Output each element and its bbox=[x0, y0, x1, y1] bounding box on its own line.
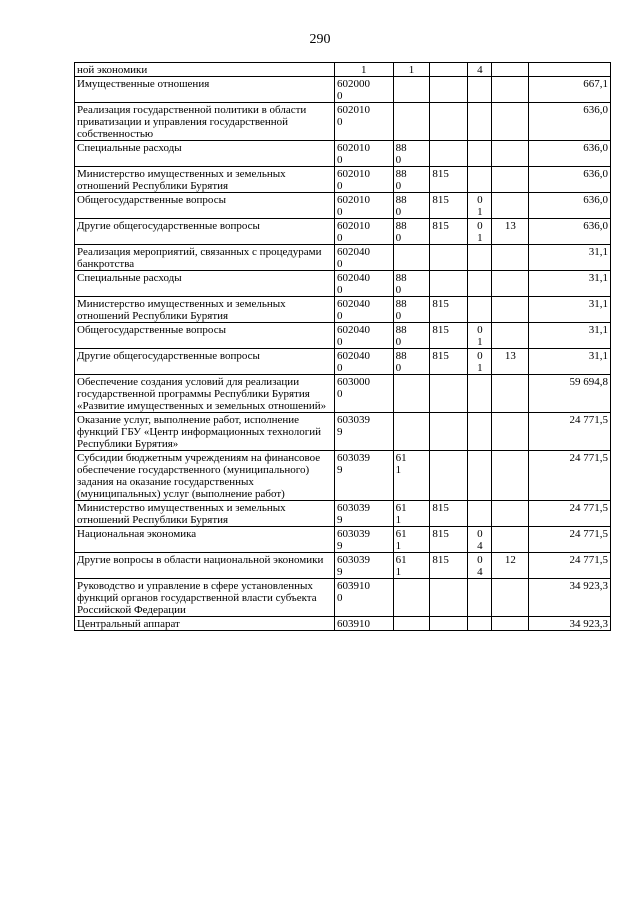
row-amount-cell: 24 771,5 bbox=[529, 413, 611, 451]
table-row bbox=[75, 451, 611, 501]
row-expense-type-cell: 61 1 bbox=[393, 501, 430, 527]
row-admin-code-cell bbox=[430, 103, 468, 141]
row-name-cell: Другие общегосударственные вопросы bbox=[75, 219, 335, 245]
row-expense-type-cell bbox=[393, 375, 430, 413]
row-expense-type-cell: 61 1 bbox=[393, 553, 430, 579]
table-row bbox=[75, 501, 611, 527]
row-admin-code-cell bbox=[430, 141, 468, 167]
table-row bbox=[75, 617, 611, 631]
row-expense-type-cell: 88 0 bbox=[393, 323, 430, 349]
row-section-cell: 0 4 bbox=[468, 527, 492, 553]
row-admin-code-cell: 815 bbox=[430, 219, 468, 245]
row-section-cell bbox=[468, 617, 492, 631]
row-amount-cell: 24 771,5 bbox=[529, 501, 611, 527]
row-subsection-cell bbox=[492, 167, 529, 193]
row-name-cell: Министерство имущественных и земельных отношений Республики Бурятия bbox=[75, 297, 335, 323]
row-code-cell: 603039 9 bbox=[334, 553, 393, 579]
row-amount-cell: 59 694,8 bbox=[529, 375, 611, 413]
row-name-cell: Общегосударственные вопросы bbox=[75, 323, 335, 349]
row-expense-type-cell: 88 0 bbox=[393, 141, 430, 167]
row-subsection-cell bbox=[492, 271, 529, 297]
row-amount-cell bbox=[529, 63, 611, 77]
row-expense-type-cell bbox=[393, 617, 430, 631]
row-code-cell: 603910 bbox=[334, 617, 393, 631]
row-section-cell bbox=[468, 77, 492, 103]
row-subsection-cell bbox=[492, 617, 529, 631]
row-expense-type-cell bbox=[393, 579, 430, 617]
row-subsection-cell bbox=[492, 63, 529, 77]
row-admin-code-cell: 815 bbox=[430, 323, 468, 349]
row-code-cell: 603039 9 bbox=[334, 527, 393, 553]
row-admin-code-cell: 815 bbox=[430, 349, 468, 375]
row-subsection-cell bbox=[492, 141, 529, 167]
row-expense-type-cell: 88 0 bbox=[393, 349, 430, 375]
row-amount-cell: 31,1 bbox=[529, 349, 611, 375]
row-amount-cell: 636,0 bbox=[529, 193, 611, 219]
row-amount-cell: 636,0 bbox=[529, 167, 611, 193]
row-amount-cell: 24 771,5 bbox=[529, 553, 611, 579]
row-amount-cell: 636,0 bbox=[529, 141, 611, 167]
row-code-cell: 603039 9 bbox=[334, 501, 393, 527]
row-admin-code-cell bbox=[430, 451, 468, 501]
row-name-cell: Обеспечение создания условий для реализации государственной программы Республики Бурятия «Развитие имущественных и земельных отношений» bbox=[75, 375, 335, 413]
row-section-cell: 4 bbox=[468, 63, 492, 77]
table-row bbox=[75, 245, 611, 271]
row-admin-code-cell bbox=[430, 413, 468, 451]
row-section-cell bbox=[468, 297, 492, 323]
row-amount-cell: 24 771,5 bbox=[529, 451, 611, 501]
row-amount-cell: 24 771,5 bbox=[529, 527, 611, 553]
row-name-cell: Субсидии бюджетным учреждениям на финансовое обеспечение государственного (муниципального) задания на оказание государственных (муниципальных) услуг (выполнение работ) bbox=[75, 451, 335, 501]
row-name-cell: Реализация мероприятий, связанных с процедурами банкротства bbox=[75, 245, 335, 271]
row-code-cell: 602040 0 bbox=[334, 297, 393, 323]
row-subsection-cell: 12 bbox=[492, 553, 529, 579]
row-expense-type-cell: 88 0 bbox=[393, 193, 430, 219]
row-section-cell bbox=[468, 451, 492, 501]
table-row bbox=[75, 323, 611, 349]
budget-table bbox=[74, 62, 611, 631]
row-section-cell bbox=[468, 579, 492, 617]
row-section-cell bbox=[468, 245, 492, 271]
row-expense-type-cell bbox=[393, 103, 430, 141]
row-admin-code-cell bbox=[430, 375, 468, 413]
row-name-cell: ной экономики bbox=[75, 63, 335, 77]
row-amount-cell: 636,0 bbox=[529, 103, 611, 141]
row-section-cell: 0 1 bbox=[468, 349, 492, 375]
row-expense-type-cell: 1 bbox=[393, 63, 430, 77]
table-row bbox=[75, 219, 611, 245]
row-expense-type-cell bbox=[393, 77, 430, 103]
row-code-cell: 603000 0 bbox=[334, 375, 393, 413]
table-row bbox=[75, 579, 611, 617]
table-row bbox=[75, 297, 611, 323]
row-code-cell: 1 bbox=[334, 63, 393, 77]
row-section-cell bbox=[468, 375, 492, 413]
row-name-cell: Центральный аппарат bbox=[75, 617, 335, 631]
table-row bbox=[75, 77, 611, 103]
table-row bbox=[75, 103, 611, 141]
table-row bbox=[75, 413, 611, 451]
row-amount-cell: 31,1 bbox=[529, 323, 611, 349]
row-name-cell: Руководство и управление в сфере установленных функций органов государственной власти субъекта Российской Федерации bbox=[75, 579, 335, 617]
row-amount-cell: 34 923,3 bbox=[529, 579, 611, 617]
row-subsection-cell bbox=[492, 297, 529, 323]
row-subsection-cell: 13 bbox=[492, 349, 529, 375]
row-name-cell: Общегосударственные вопросы bbox=[75, 193, 335, 219]
row-code-cell: 602040 0 bbox=[334, 271, 393, 297]
row-name-cell: Специальные расходы bbox=[75, 271, 335, 297]
row-name-cell: Специальные расходы bbox=[75, 141, 335, 167]
row-expense-type-cell: 61 1 bbox=[393, 527, 430, 553]
row-code-cell: 602040 0 bbox=[334, 245, 393, 271]
row-subsection-cell bbox=[492, 103, 529, 141]
table-row bbox=[75, 63, 611, 77]
row-subsection-cell bbox=[492, 375, 529, 413]
row-name-cell: Другие вопросы в области национальной экономики bbox=[75, 553, 335, 579]
row-subsection-cell bbox=[492, 413, 529, 451]
row-admin-code-cell bbox=[430, 245, 468, 271]
row-expense-type-cell: 88 0 bbox=[393, 167, 430, 193]
row-section-cell bbox=[468, 501, 492, 527]
row-name-cell: Оказание услуг, выполнение работ, исполнение функций ГБУ «Центр информационных технологий Республики Бурятия» bbox=[75, 413, 335, 451]
row-name-cell: Имущественные отношения bbox=[75, 77, 335, 103]
row-section-cell bbox=[468, 413, 492, 451]
row-admin-code-cell: 815 bbox=[430, 553, 468, 579]
row-code-cell: 602040 0 bbox=[334, 349, 393, 375]
page-number: 290 bbox=[309, 32, 331, 47]
row-code-cell: 602010 0 bbox=[334, 219, 393, 245]
table-row bbox=[75, 141, 611, 167]
row-subsection-cell bbox=[492, 579, 529, 617]
row-admin-code-cell bbox=[430, 77, 468, 103]
row-name-cell: Реализация государственной политики в области приватизации и управления государственной собственностью bbox=[75, 103, 335, 141]
row-subsection-cell bbox=[492, 451, 529, 501]
row-name-cell: Министерство имущественных и земельных отношений Республики Бурятия bbox=[75, 167, 335, 193]
row-expense-type-cell bbox=[393, 413, 430, 451]
row-code-cell: 602010 0 bbox=[334, 193, 393, 219]
row-code-cell: 603910 0 bbox=[334, 579, 393, 617]
row-code-cell: 602000 0 bbox=[334, 77, 393, 103]
row-amount-cell: 34 923,3 bbox=[529, 617, 611, 631]
row-code-cell: 602010 0 bbox=[334, 103, 393, 141]
table-row bbox=[75, 193, 611, 219]
row-section-cell bbox=[468, 141, 492, 167]
row-expense-type-cell: 61 1 bbox=[393, 451, 430, 501]
row-amount-cell: 31,1 bbox=[529, 271, 611, 297]
row-admin-code-cell bbox=[430, 617, 468, 631]
row-admin-code-cell: 815 bbox=[430, 193, 468, 219]
row-admin-code-cell: 815 bbox=[430, 501, 468, 527]
row-code-cell: 602010 0 bbox=[334, 141, 393, 167]
row-section-cell: 0 1 bbox=[468, 219, 492, 245]
row-subsection-cell: 13 bbox=[492, 219, 529, 245]
row-name-cell: Министерство имущественных и земельных отношений Республики Бурятия bbox=[75, 501, 335, 527]
row-code-cell: 602010 0 bbox=[334, 167, 393, 193]
row-amount-cell: 636,0 bbox=[529, 219, 611, 245]
row-code-cell: 603039 9 bbox=[334, 451, 393, 501]
row-section-cell: 0 4 bbox=[468, 553, 492, 579]
row-section-cell bbox=[468, 271, 492, 297]
row-name-cell: Национальная экономика bbox=[75, 527, 335, 553]
table-row bbox=[75, 375, 611, 413]
row-amount-cell: 667,1 bbox=[529, 77, 611, 103]
table-row bbox=[75, 167, 611, 193]
row-admin-code-cell bbox=[430, 579, 468, 617]
row-subsection-cell bbox=[492, 245, 529, 271]
row-code-cell: 602040 0 bbox=[334, 323, 393, 349]
row-subsection-cell bbox=[492, 323, 529, 349]
row-expense-type-cell: 88 0 bbox=[393, 297, 430, 323]
row-section-cell bbox=[468, 167, 492, 193]
table-row bbox=[75, 349, 611, 375]
row-amount-cell: 31,1 bbox=[529, 245, 611, 271]
table-row bbox=[75, 527, 611, 553]
table-row bbox=[75, 271, 611, 297]
row-section-cell bbox=[468, 103, 492, 141]
row-expense-type-cell: 88 0 bbox=[393, 219, 430, 245]
row-section-cell: 0 1 bbox=[468, 323, 492, 349]
row-section-cell: 0 1 bbox=[468, 193, 492, 219]
row-admin-code-cell: 815 bbox=[430, 527, 468, 553]
row-expense-type-cell: 88 0 bbox=[393, 271, 430, 297]
row-subsection-cell bbox=[492, 193, 529, 219]
row-expense-type-cell bbox=[393, 245, 430, 271]
row-subsection-cell bbox=[492, 77, 529, 103]
row-admin-code-cell bbox=[430, 63, 468, 77]
table-row bbox=[75, 553, 611, 579]
row-code-cell: 603039 9 bbox=[334, 413, 393, 451]
row-subsection-cell bbox=[492, 527, 529, 553]
row-admin-code-cell bbox=[430, 271, 468, 297]
row-subsection-cell bbox=[492, 501, 529, 527]
row-admin-code-cell: 815 bbox=[430, 297, 468, 323]
row-admin-code-cell: 815 bbox=[430, 167, 468, 193]
row-name-cell: Другие общегосударственные вопросы bbox=[75, 349, 335, 375]
row-amount-cell: 31,1 bbox=[529, 297, 611, 323]
